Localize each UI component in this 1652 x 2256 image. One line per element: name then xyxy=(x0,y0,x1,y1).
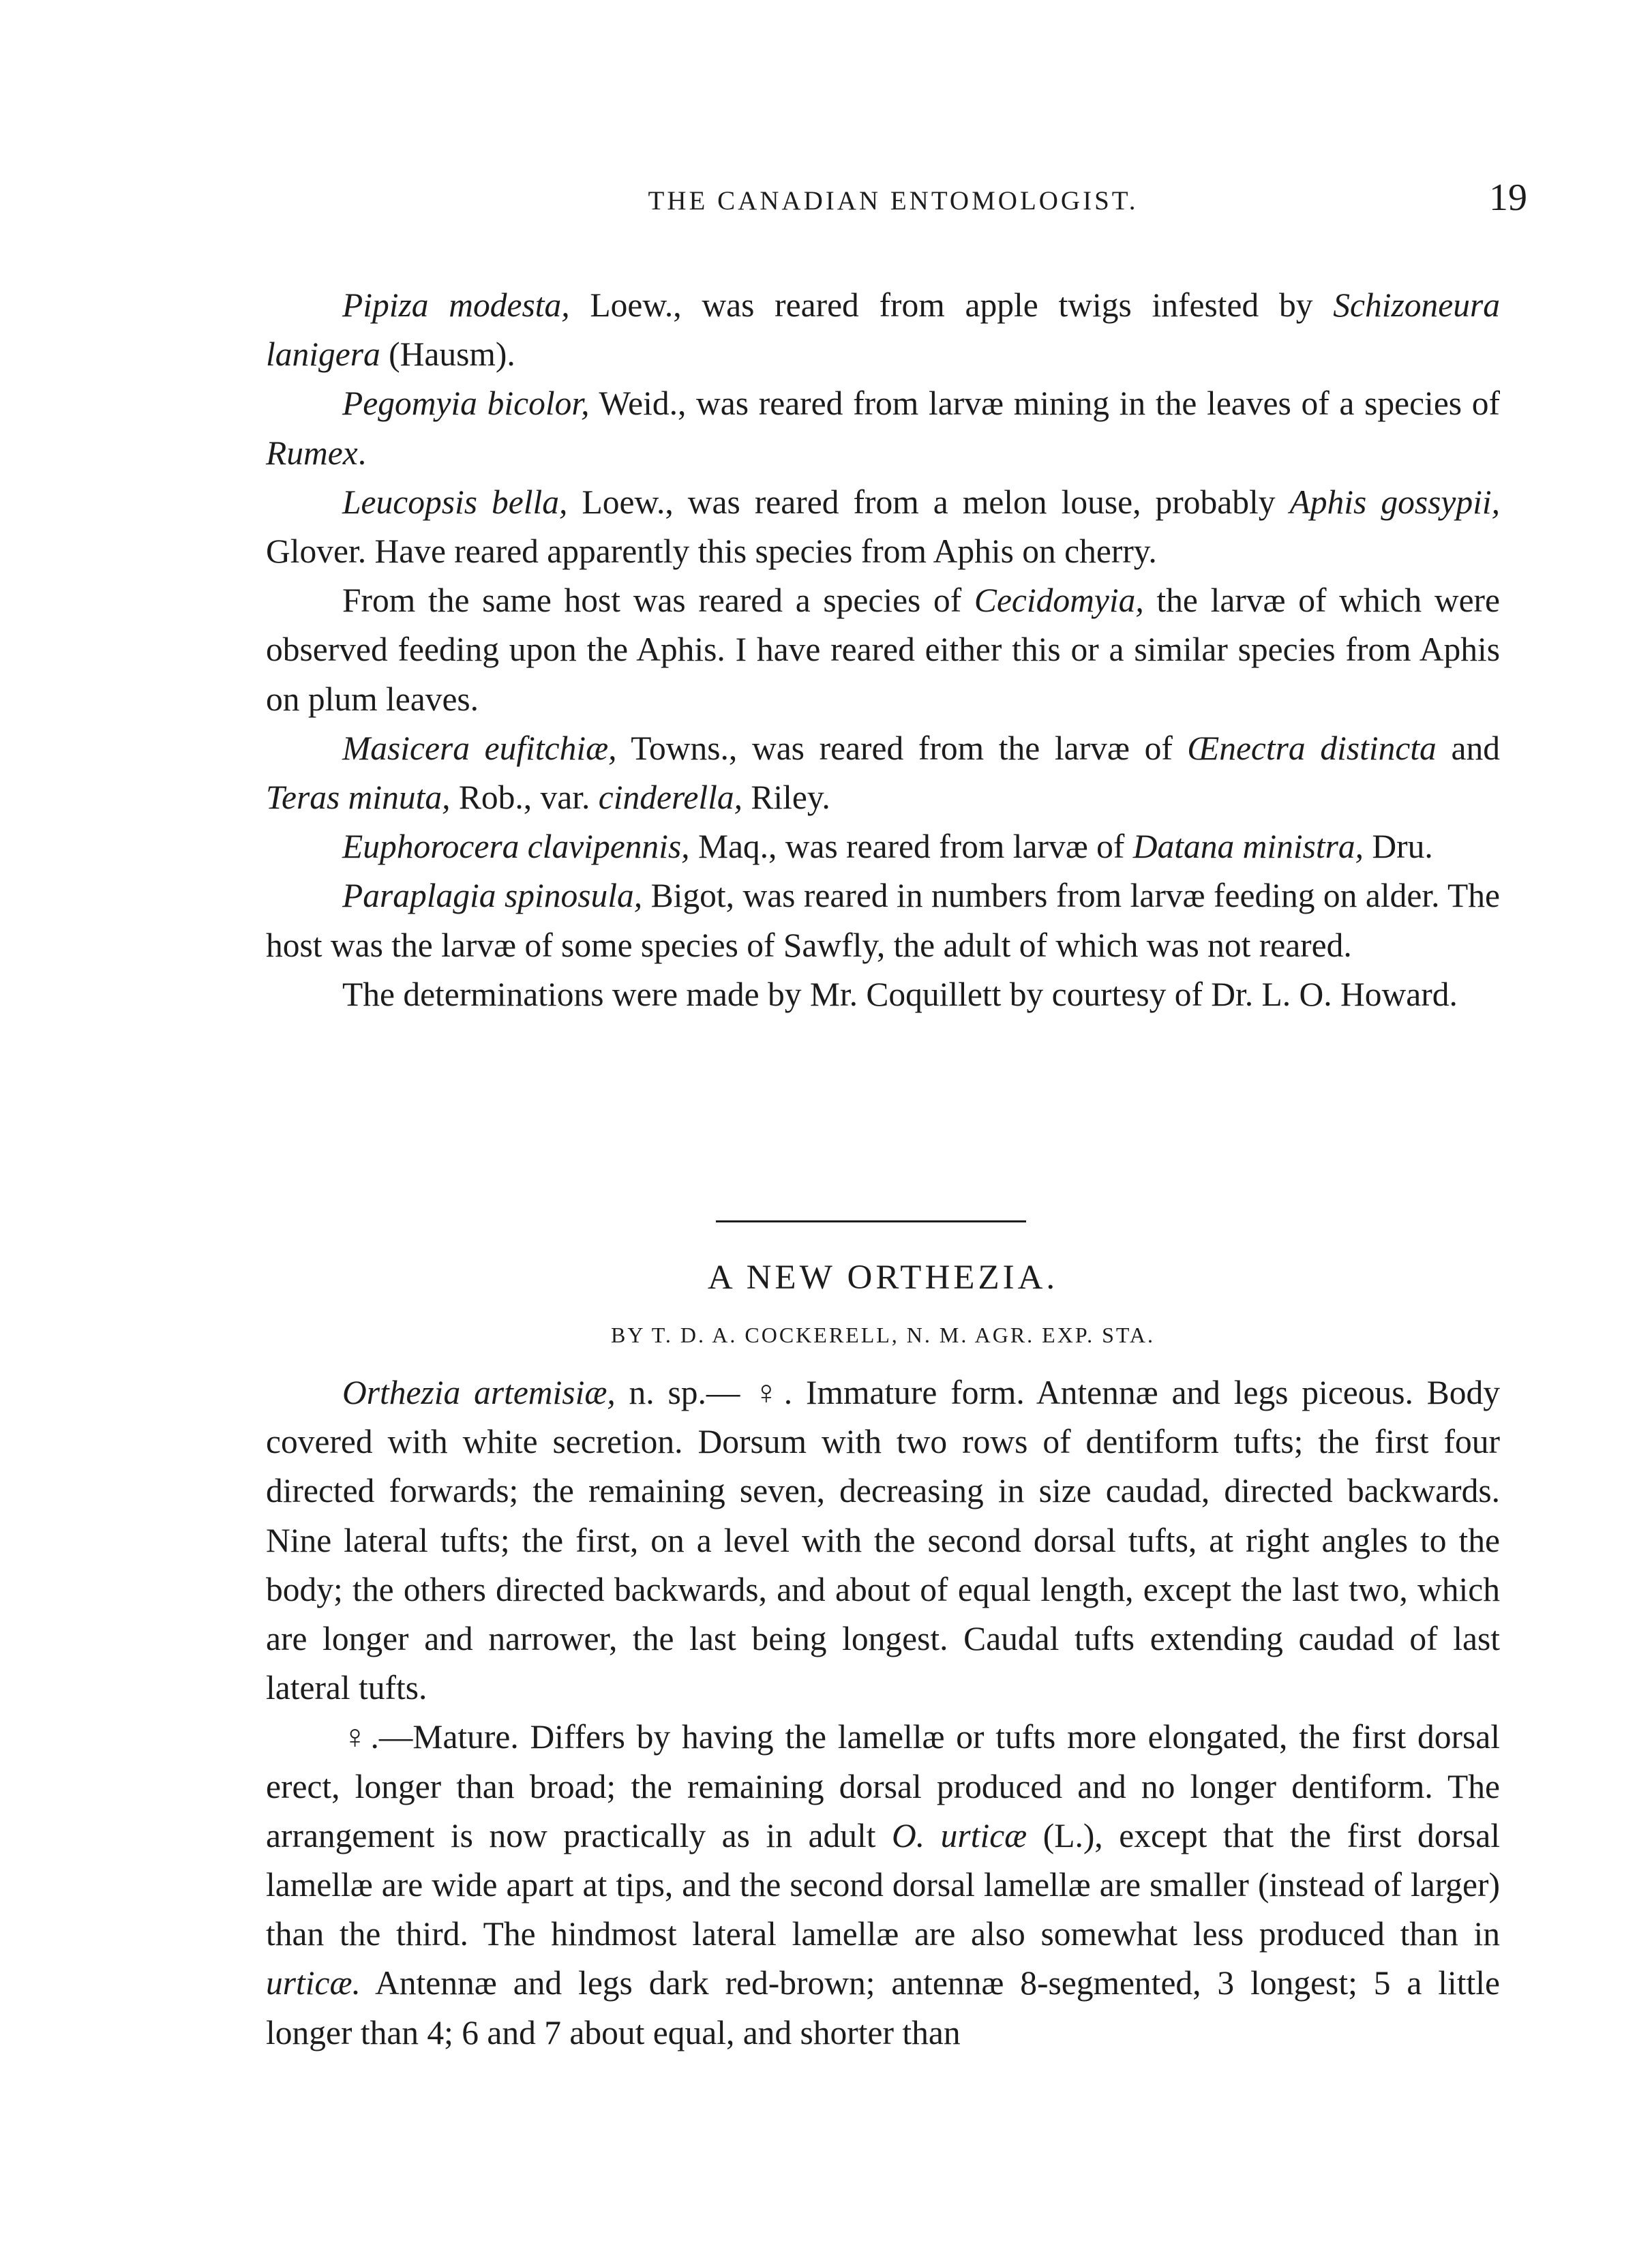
description-paragraph: ♀.—Mature. Differs by having the lamellæ or tufts more elongated, the first dorsal erect, longer than broad; the remaining dorsal produced and no longer dentiform. The arrangement is now practically as in adult O. urticæ (L.), except that the first dorsal lamellæ are wide apart at tips, and the second dorsal lamellæ are smaller (instead of larger) than the third. The hindmost lateral lamellæ are also somewhat less produced than in urticæ. Antennæ and legs dark red-brown; antennæ 8-segmented, 3 longest; 5 a little longer than 4; 6 and 7 about equal, and shorter than xyxy=(266,1718,1500,2051)
article-title: A NEW ORTHEZIA. xyxy=(707,1259,1059,1297)
host-name: Teras minuta, xyxy=(266,779,451,817)
section-divider xyxy=(716,1220,1026,1222)
running-head xyxy=(259,176,1527,224)
species-name: Paraplagia spinosula, xyxy=(342,877,643,915)
species-name: Pegomyia bicolor, xyxy=(342,385,590,423)
host-name: Œnectra distincta xyxy=(1187,729,1437,767)
running-title: THE CANADIAN ENTOMOLOGIST. xyxy=(648,186,1139,215)
article-byline: BY T. D. A. COCKERELL, N. M. AGR. EXP. STA. xyxy=(611,1323,1155,1347)
record-paragraph: Euphorocera clavipennis, Maq., was reared from larvæ of Datana ministra, Dru. xyxy=(342,828,1433,866)
species-name: Cecidomyia, xyxy=(974,582,1144,620)
record-paragraph: Paraplagia spinosula, Bigot, was reared in numbers from larvæ feeding on alder. The host was the larvæ of some species of Sawfly, the adult of which was not reared. xyxy=(266,877,1500,964)
host-name: Schizoneura lanigera xyxy=(266,286,1500,374)
species-name: O. urticæ xyxy=(892,1816,1027,1854)
acknowledgement-paragraph: The determinations were made by Mr. Coquillett by courtesy of Dr. L. O. Howard. xyxy=(342,975,1458,1013)
article-body xyxy=(266,1368,1500,2058)
rearing-notes xyxy=(266,281,1500,1019)
record-paragraph: Pipiza modesta, Loew., was reared from apple twigs infested by Schizoneura lanigera (Hausm). xyxy=(266,286,1500,374)
species-name: urticæ. xyxy=(266,1964,361,2002)
host-name: Rumex xyxy=(266,434,358,472)
record-paragraph: Leucopsis bella, Loew., was reared from a melon louse, probably Aphis gossypii, Glover. Have reared apparently this species from Aphis on cherry. xyxy=(266,483,1500,571)
page-number: 19 xyxy=(1489,177,1527,219)
record-paragraph: From the same host was reared a species of Cecidomyia, the larvæ of which were observed feeding upon the Aphis. I have reared either this or a similar species from Aphis on plum leaves. xyxy=(266,582,1501,718)
species-name: Leucopsis bella, xyxy=(342,483,568,521)
species-name: Euphorocera clavipennis, xyxy=(342,828,690,866)
species-name: Pipiza modesta, xyxy=(342,286,570,324)
description-paragraph: Orthezia artemisiæ, n. sp.— ♀. Immature form. Antennæ and legs piceous. Body covered with white secretion. Dorsum with two rows of dentiform tufts; the first four directed forwards; the remaining seven, decreasing in size caudad, directed backwards. Nine lateral tufts; the first, on a level with the second dorsal tufts, at right angles to the body; the others directed backwards, and about of equal length, except the last two, which are longer and narrower, the last being longest. Caudal tufts extending caudad of last lateral tufts. xyxy=(266,1374,1500,1707)
species-name: Masicera eufitchiæ, xyxy=(342,729,617,767)
species-name: Orthezia artemisiæ, xyxy=(342,1374,616,1411)
record-paragraph: Masicera eufitchiæ, Towns., was reared from the larvæ of Œnectra distincta and Teras minuta, Rob., var. cinderella, Riley. xyxy=(266,729,1500,817)
host-name: Datana ministra, xyxy=(1132,828,1364,866)
host-name: cinderella, xyxy=(598,779,742,817)
host-name: Aphis gossypii, xyxy=(1289,483,1500,521)
record-paragraph: Pegomyia bicolor, Weid., was reared from larvæ mining in the leaves of a species of Rumex. xyxy=(266,385,1500,472)
